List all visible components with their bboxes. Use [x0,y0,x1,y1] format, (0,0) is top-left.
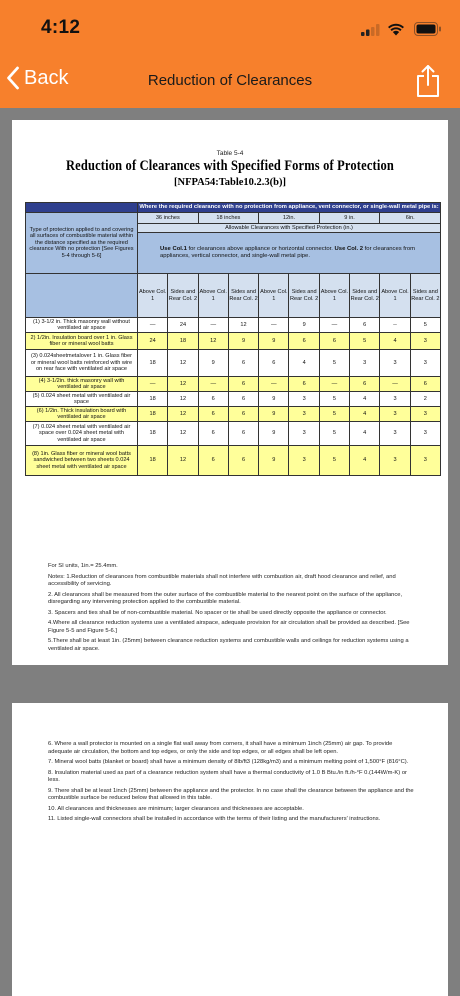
table-number: Table 5-4 [216,150,244,157]
table-cell: 5 [319,446,349,476]
table-cell: 4 [350,446,380,476]
battery-icon [414,22,442,36]
table-cell: 6 [319,333,349,350]
table-cell: 6 [259,350,289,377]
use-col2-text: for clearances from appliances, vertical connector, and single-wall metal pipe. [160,246,416,259]
table-cell: 3 [289,392,319,407]
distance-header: 18 inches [198,213,259,224]
document-page-2 [12,703,448,996]
row-label: (7) 0.024 sheet metal with ventilated air space over 0.024 sheet metal with ventilated air space [26,422,138,446]
table-cell: 18 [138,407,168,422]
table-cell: — [380,377,410,392]
row-label: (6) 1/2in. Thick insulation board with ventilated air space [26,407,138,422]
table-cell: 3 [350,350,380,377]
table-cell: 6 [228,377,258,392]
table-cell: 5 [319,350,349,377]
row-label: (1) 3-1/2 in. Thick masonry wall without ventilated air space [26,318,138,333]
table-cell: — [198,377,228,392]
table-cell: 9 [259,333,289,350]
note-paragraph: For SI units, 1in.= 25.4mm. [48,563,118,569]
table-cell: 6 [228,350,258,377]
table-cell: 18 [138,350,168,377]
table-cell: 6 [198,392,228,407]
note-paragraph: 10. All clearances and thicknesses are minimum; larger clearances and thicknesses are acceptable. [48,805,304,812]
table-cell: 12 [168,446,198,476]
table-cell: 12 [198,333,228,350]
table-cell: 5 [410,318,440,333]
note-paragraph: 2. All clearances shall be measured from the outer surface of the combustible material to the nearest point on the surface of the appliance, disregarding any intervening protection applied to the combustible material. [48,591,403,606]
document-page-1 [12,120,448,665]
distance-header: 9 in. [319,213,380,224]
column-header: Sides and Rear Col. 2 [410,274,440,318]
table-cell: 3 [380,446,410,476]
table-cell: 6 [350,318,380,333]
table-row [26,392,441,407]
table-cell: 9 [259,407,289,422]
table-title: Reduction of Clearances with Specified Forms of Protection [65,158,395,174]
table-row [26,422,441,446]
table-cell: 3 [410,446,440,476]
column-header: Above Col. 1 [319,274,349,318]
distance-header: 6in. [380,213,441,224]
column-header: Above Col. 1 [380,274,410,318]
cellular-signal-icon [361,24,381,36]
table-notes [48,563,418,656]
row-label: (5) 0.024 sheet metal with ventilated air space [26,392,138,407]
table-cell: 24 [138,333,168,350]
table-cell: — [198,318,228,333]
table-cell: 6 [198,422,228,446]
table-cell: — [138,377,168,392]
table-cell: 9 [289,318,319,333]
row-label: (8) 1in. Glass fiber or mineral wool batts sandwiched between two sheets 0.024 sheet metal with ventilated air space [26,446,138,476]
table-cell: 4 [289,350,319,377]
page-title: Reduction of Clearances [147,72,313,89]
share-button[interactable] [416,64,440,103]
table-row [26,407,441,422]
column-header: Sides and Rear Col. 2 [168,274,198,318]
table-cell: 12 [228,318,258,333]
share-icon [416,64,440,98]
table-cell: — [259,377,289,392]
note-paragraph: 4.Where all clearance reduction systems use a ventilated airspace, adequate provision for air circulation shall be provided as described. [See Figure 5-5 and Figure 5-6.] [48,620,410,634]
table-cell: 6 [228,407,258,422]
back-label: Back [24,66,69,89]
row-label: 2) 1/2in. Insulation board over 1 in. Glass fiber or mineral wool batts [26,333,138,350]
table-cell: 3 [410,350,440,377]
table-cell: 9 [228,333,258,350]
table-cell: — [319,377,349,392]
table-cell: 18 [138,446,168,476]
table-cell: 4 [350,422,380,446]
use-col2-label: Use Col. 2 [334,246,364,253]
status-bar [0,0,460,56]
column-header: Above Col. 1 [138,274,168,318]
table-cell: — [138,318,168,333]
table-cell: 3 [289,407,319,422]
column-header: Above Col. 1 [259,274,289,318]
table-cell: -- [380,318,410,333]
wifi-icon [387,22,405,36]
table-cell: 6 [228,446,258,476]
table-cell: 3 [410,407,440,422]
table-cell: 12 [168,377,198,392]
table-cell: 12 [168,407,198,422]
table-cell: 9 [198,350,228,377]
table-cell: 5 [319,422,349,446]
table-cell: 5 [319,407,349,422]
table-cell: 3 [380,407,410,422]
row-label: (3) 0.024sheetmetalover 1 in. Glass fiber or mineral wool batts reinforced with wire on rear face with ventilated air space [26,350,138,377]
table-cell: 6 [198,407,228,422]
table-cell: 4 [350,407,380,422]
table-cell: 3 [289,446,319,476]
column-header: Sides and Rear Col. 2 [289,274,319,318]
table-cell: 3 [410,422,440,446]
note-paragraph: 5.There shall be at least 1in. (25mm) between clearance reduction systems and combustible walls and ceilings for reduction systems using a ventilated air space. [48,638,409,652]
note-paragraph: 7. Mineral wool batts (blanket or board) shall have a minimum density of 8lb/ft3 (128kg/m3) and a minimum melting point of 1,500°F (816°C). [48,759,409,766]
table-cell: 12 [168,422,198,446]
table-cell: 12 [168,350,198,377]
distance-header: 12in. [259,213,320,224]
nav-bar [0,56,460,108]
table-cell: 6 [198,446,228,476]
distance-header: 36 inches [138,213,199,224]
note-paragraph: 3. Spacers and ties shall be of non-combustible material. No spacer or tie shall be used directly opposite the appliance or connector. [48,609,387,616]
column-header: Above Col. 1 [198,274,228,318]
table-cell: 6 [228,392,258,407]
use-col1-label: Use Col.1 [160,246,187,253]
table-cell: 18 [138,392,168,407]
clearance-table [25,202,441,476]
table-notes-continued [48,741,418,827]
table-cell: 3 [380,392,410,407]
table-header-main: Where the required clearance with no protection from appliance, vent connector, or single-wall metal pipe is: [138,203,441,213]
note-paragraph: 6. Where a wall protector is mounted on a single flat wall away from corners, it shall have a minimum 1inch (25mm) air gap. To provide adequate air circulation, the bottom and top edges, or only the side and top edges, or all edges shall be left open. [48,741,393,755]
note-paragraph: Notes: 1.Reduction of clearances from combustible materials shall not interfere with combustion air, draft hood clearance and relief, and accessibility of servicing. [48,573,396,588]
use-column-note [138,233,441,274]
table-cell: 12 [168,392,198,407]
column-header: Sides and Rear Col. 2 [350,274,380,318]
table-cell: 3 [289,422,319,446]
table-cell: 6 [289,377,319,392]
table-cell: 9 [259,392,289,407]
table-cell: 3 [380,350,410,377]
table-row [26,333,441,350]
column-header: Sides and Rear Col. 2 [228,274,258,318]
table-row [26,377,441,392]
row-label: (4) 3-1/2in. thick masonry wall with ventilated air space [26,377,138,392]
table-subtitle: [NFPA54:Table10.2.3(b)] [174,177,286,188]
table-cell: — [319,318,349,333]
blank-cell [26,274,138,318]
table-row [26,318,441,333]
table-cell: 6 [289,333,319,350]
table-cell: 18 [138,422,168,446]
note-paragraph: 9. There shall be at least 1inch (25mm) between the appliance and the protector. In no case shall the clearance between the appliance and the combustible surface be reduced below that allowed in this table. [48,787,414,802]
table-cell: 2 [410,392,440,407]
table-cell: 5 [350,333,380,350]
table-cell: 6 [228,422,258,446]
table-row [26,350,441,377]
table-cell: 5 [319,392,349,407]
table-cell: 6 [350,377,380,392]
protection-type-description: Type of protection applied to and covering all surfaces of combustible material within the distance specified as the required clearance With no protection [See Figures 5-4 through 5-6] [26,213,138,274]
allowable-clearances-header: Allowable Clearances with Specified Protection (in.) [138,224,441,233]
table-cell: 3 [410,333,440,350]
note-paragraph: 8. Insulation material used as part of a clearance reduction system shall have a thermal conductivity of 1.0 B Btu./in ft./h-°F 0.(144W/m-K) or less. [48,769,407,784]
table-cell: 24 [168,318,198,333]
table-row [26,446,441,476]
note-paragraph: 11. Listed single-wall connectors shall be installed in accordance with the terms of their listing and the manufacturers' instructions. [48,816,381,823]
blank-cell [26,203,138,213]
table-cell: 9 [259,446,289,476]
table-cell: 3 [380,422,410,446]
status-time: 4:12 [41,17,81,38]
table-cell: 9 [259,422,289,446]
table-cell: 4 [350,392,380,407]
table-cell: 6 [410,377,440,392]
table-cell: — [259,318,289,333]
table-cell: 4 [380,333,410,350]
use-col1-text: for clearances above appliance or horizontal connector. [186,246,335,253]
table-cell: 18 [168,333,198,350]
